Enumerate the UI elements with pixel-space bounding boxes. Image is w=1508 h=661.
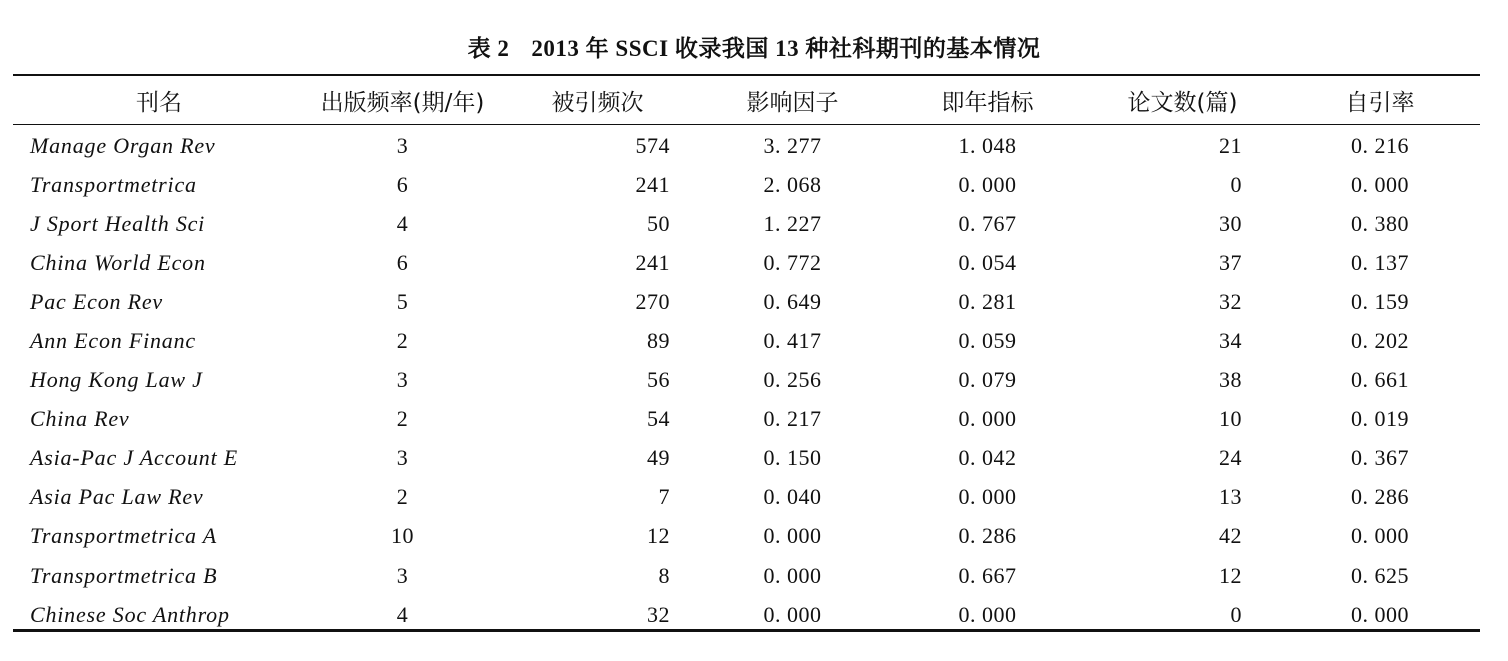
cell-frequency: 4 (396, 210, 409, 236)
cell-citations: 89 (647, 328, 670, 354)
cell-papers: 13 (1219, 484, 1242, 510)
cell-immediacy-index: 1. 048 (958, 132, 1017, 158)
cell-journal-name: Asia Pac Law Rev (30, 484, 204, 510)
cell-journal-name: Ann Econ Financ (30, 328, 196, 354)
cell-citations: 56 (647, 367, 670, 393)
cell-citations: 8 (658, 562, 670, 588)
table-row (13, 243, 1480, 282)
table-row (13, 517, 1480, 556)
cell-self-citation-rate: 0. 380 (1351, 210, 1409, 236)
cell-immediacy-index: 0. 079 (958, 367, 1017, 393)
header-papers: 论文数(篇) (1127, 89, 1238, 116)
cell-immediacy-index: 0. 000 (958, 601, 1017, 627)
table-number: 表 2 (467, 36, 510, 61)
cell-self-citation-rate: 0. 216 (1351, 132, 1409, 158)
cell-journal-name: China Rev (30, 406, 130, 432)
cell-frequency: 6 (396, 249, 409, 275)
cell-citations: 54 (647, 406, 670, 432)
cell-papers: 32 (1219, 288, 1242, 314)
cell-citations: 50 (647, 210, 670, 236)
cell-impact-factor: 3. 277 (763, 132, 822, 158)
cell-frequency: 3 (396, 445, 409, 471)
cell-immediacy-index: 0. 059 (958, 328, 1017, 354)
cell-papers: 24 (1219, 445, 1242, 471)
header-impact-factor: 影响因子 (746, 89, 839, 116)
cell-frequency: 2 (396, 406, 409, 432)
table-title: 2013 年 SSCI 收录我国 13 种社科期刊的基本情况 (531, 36, 1041, 61)
cell-self-citation-rate: 0. 625 (1351, 562, 1409, 588)
cell-immediacy-index: 0. 286 (958, 523, 1017, 549)
cell-citations: 32 (647, 601, 670, 627)
cell-papers: 34 (1219, 328, 1242, 354)
cell-papers: 42 (1219, 523, 1242, 549)
cell-impact-factor: 0. 000 (763, 523, 822, 549)
journal-table (13, 76, 1480, 634)
cell-self-citation-rate: 0. 159 (1351, 288, 1409, 314)
table-row (13, 556, 1480, 595)
cell-papers: 37 (1219, 249, 1242, 275)
cell-journal-name: Chinese Soc Anthrop (30, 601, 230, 627)
cell-citations: 241 (635, 171, 670, 197)
cell-frequency: 3 (396, 132, 409, 158)
cell-papers: 0 (1230, 171, 1242, 197)
cell-immediacy-index: 0. 000 (958, 171, 1017, 197)
cell-impact-factor: 1. 227 (763, 210, 822, 236)
table-row (13, 400, 1480, 439)
cell-papers: 21 (1219, 132, 1242, 158)
table-row (13, 204, 1480, 243)
table-row (13, 361, 1480, 400)
table-row (13, 165, 1480, 204)
cell-journal-name: China World Econ (30, 249, 206, 275)
table-caption (0, 30, 1508, 63)
cell-frequency: 10 (391, 523, 414, 549)
header-row (13, 76, 1480, 124)
cell-self-citation-rate: 0. 367 (1351, 445, 1409, 471)
cell-immediacy-index: 0. 281 (958, 288, 1017, 314)
cell-frequency: 5 (396, 288, 409, 314)
cell-journal-name: Manage Organ Rev (30, 132, 216, 158)
cell-self-citation-rate: 0. 019 (1351, 406, 1409, 432)
table-row (13, 478, 1480, 517)
cell-impact-factor: 0. 217 (763, 406, 822, 432)
header-citations: 被引频次 (551, 89, 644, 116)
cell-impact-factor: 2. 068 (763, 171, 822, 197)
cell-impact-factor: 0. 040 (763, 484, 822, 510)
cell-papers: 30 (1219, 210, 1242, 236)
table-row (13, 321, 1480, 360)
cell-immediacy-index: 0. 042 (958, 445, 1017, 471)
cell-self-citation-rate: 0. 202 (1351, 328, 1409, 354)
cell-impact-factor: 0. 772 (763, 249, 822, 275)
cell-citations: 241 (635, 249, 670, 275)
cell-self-citation-rate: 0. 000 (1351, 523, 1409, 549)
cell-immediacy-index: 0. 054 (958, 249, 1017, 275)
cell-frequency: 3 (396, 562, 409, 588)
cell-self-citation-rate: 0. 137 (1351, 249, 1409, 275)
header-journal-name: 刊名 (136, 89, 182, 116)
cell-journal-name: Hong Kong Law J (30, 367, 203, 393)
cell-journal-name: Transportmetrica A (30, 523, 217, 549)
cell-self-citation-rate: 0. 000 (1351, 171, 1409, 197)
header-immediacy-index: 即年指标 (941, 89, 1034, 116)
cell-impact-factor: 0. 256 (763, 367, 822, 393)
cell-frequency: 2 (396, 484, 409, 510)
cell-impact-factor: 0. 000 (763, 601, 822, 627)
header-self-citation-rate: 自引率 (1345, 89, 1415, 116)
table-row (13, 282, 1480, 321)
cell-frequency: 6 (396, 171, 409, 197)
cell-citations: 7 (658, 484, 670, 510)
header-frequency: 出版频率(期/年) (320, 89, 485, 116)
cell-papers: 12 (1219, 562, 1242, 588)
cell-frequency: 2 (396, 328, 409, 354)
cell-immediacy-index: 0. 767 (958, 210, 1017, 236)
cell-citations: 49 (647, 445, 670, 471)
cell-journal-name: Transportmetrica B (30, 562, 218, 588)
cell-frequency: 3 (396, 367, 409, 393)
cell-journal-name: Transportmetrica (30, 171, 197, 197)
cell-impact-factor: 0. 417 (763, 328, 822, 354)
cell-citations: 270 (635, 288, 670, 314)
table-row (13, 124, 1480, 165)
table-row (13, 439, 1480, 478)
cell-impact-factor: 0. 649 (763, 288, 822, 314)
cell-papers: 38 (1219, 367, 1242, 393)
cell-journal-name: Asia-Pac J Account E (30, 445, 239, 471)
cell-impact-factor: 0. 000 (763, 562, 822, 588)
cell-immediacy-index: 0. 000 (958, 406, 1017, 432)
cell-journal-name: Pac Econ Rev (30, 288, 163, 314)
cell-self-citation-rate: 0. 286 (1351, 484, 1409, 510)
cell-impact-factor: 0. 150 (763, 445, 822, 471)
cell-immediacy-index: 0. 667 (958, 562, 1017, 588)
cell-self-citation-rate: 0. 000 (1351, 601, 1409, 627)
cell-journal-name: J Sport Health Sci (30, 210, 206, 236)
cell-papers: 10 (1219, 406, 1242, 432)
table-row (13, 595, 1480, 634)
cell-citations: 574 (635, 132, 670, 158)
cell-immediacy-index: 0. 000 (958, 484, 1017, 510)
cell-frequency: 4 (396, 601, 409, 627)
cell-papers: 0 (1230, 601, 1242, 627)
cell-citations: 12 (647, 523, 670, 549)
cell-self-citation-rate: 0. 661 (1351, 367, 1409, 393)
